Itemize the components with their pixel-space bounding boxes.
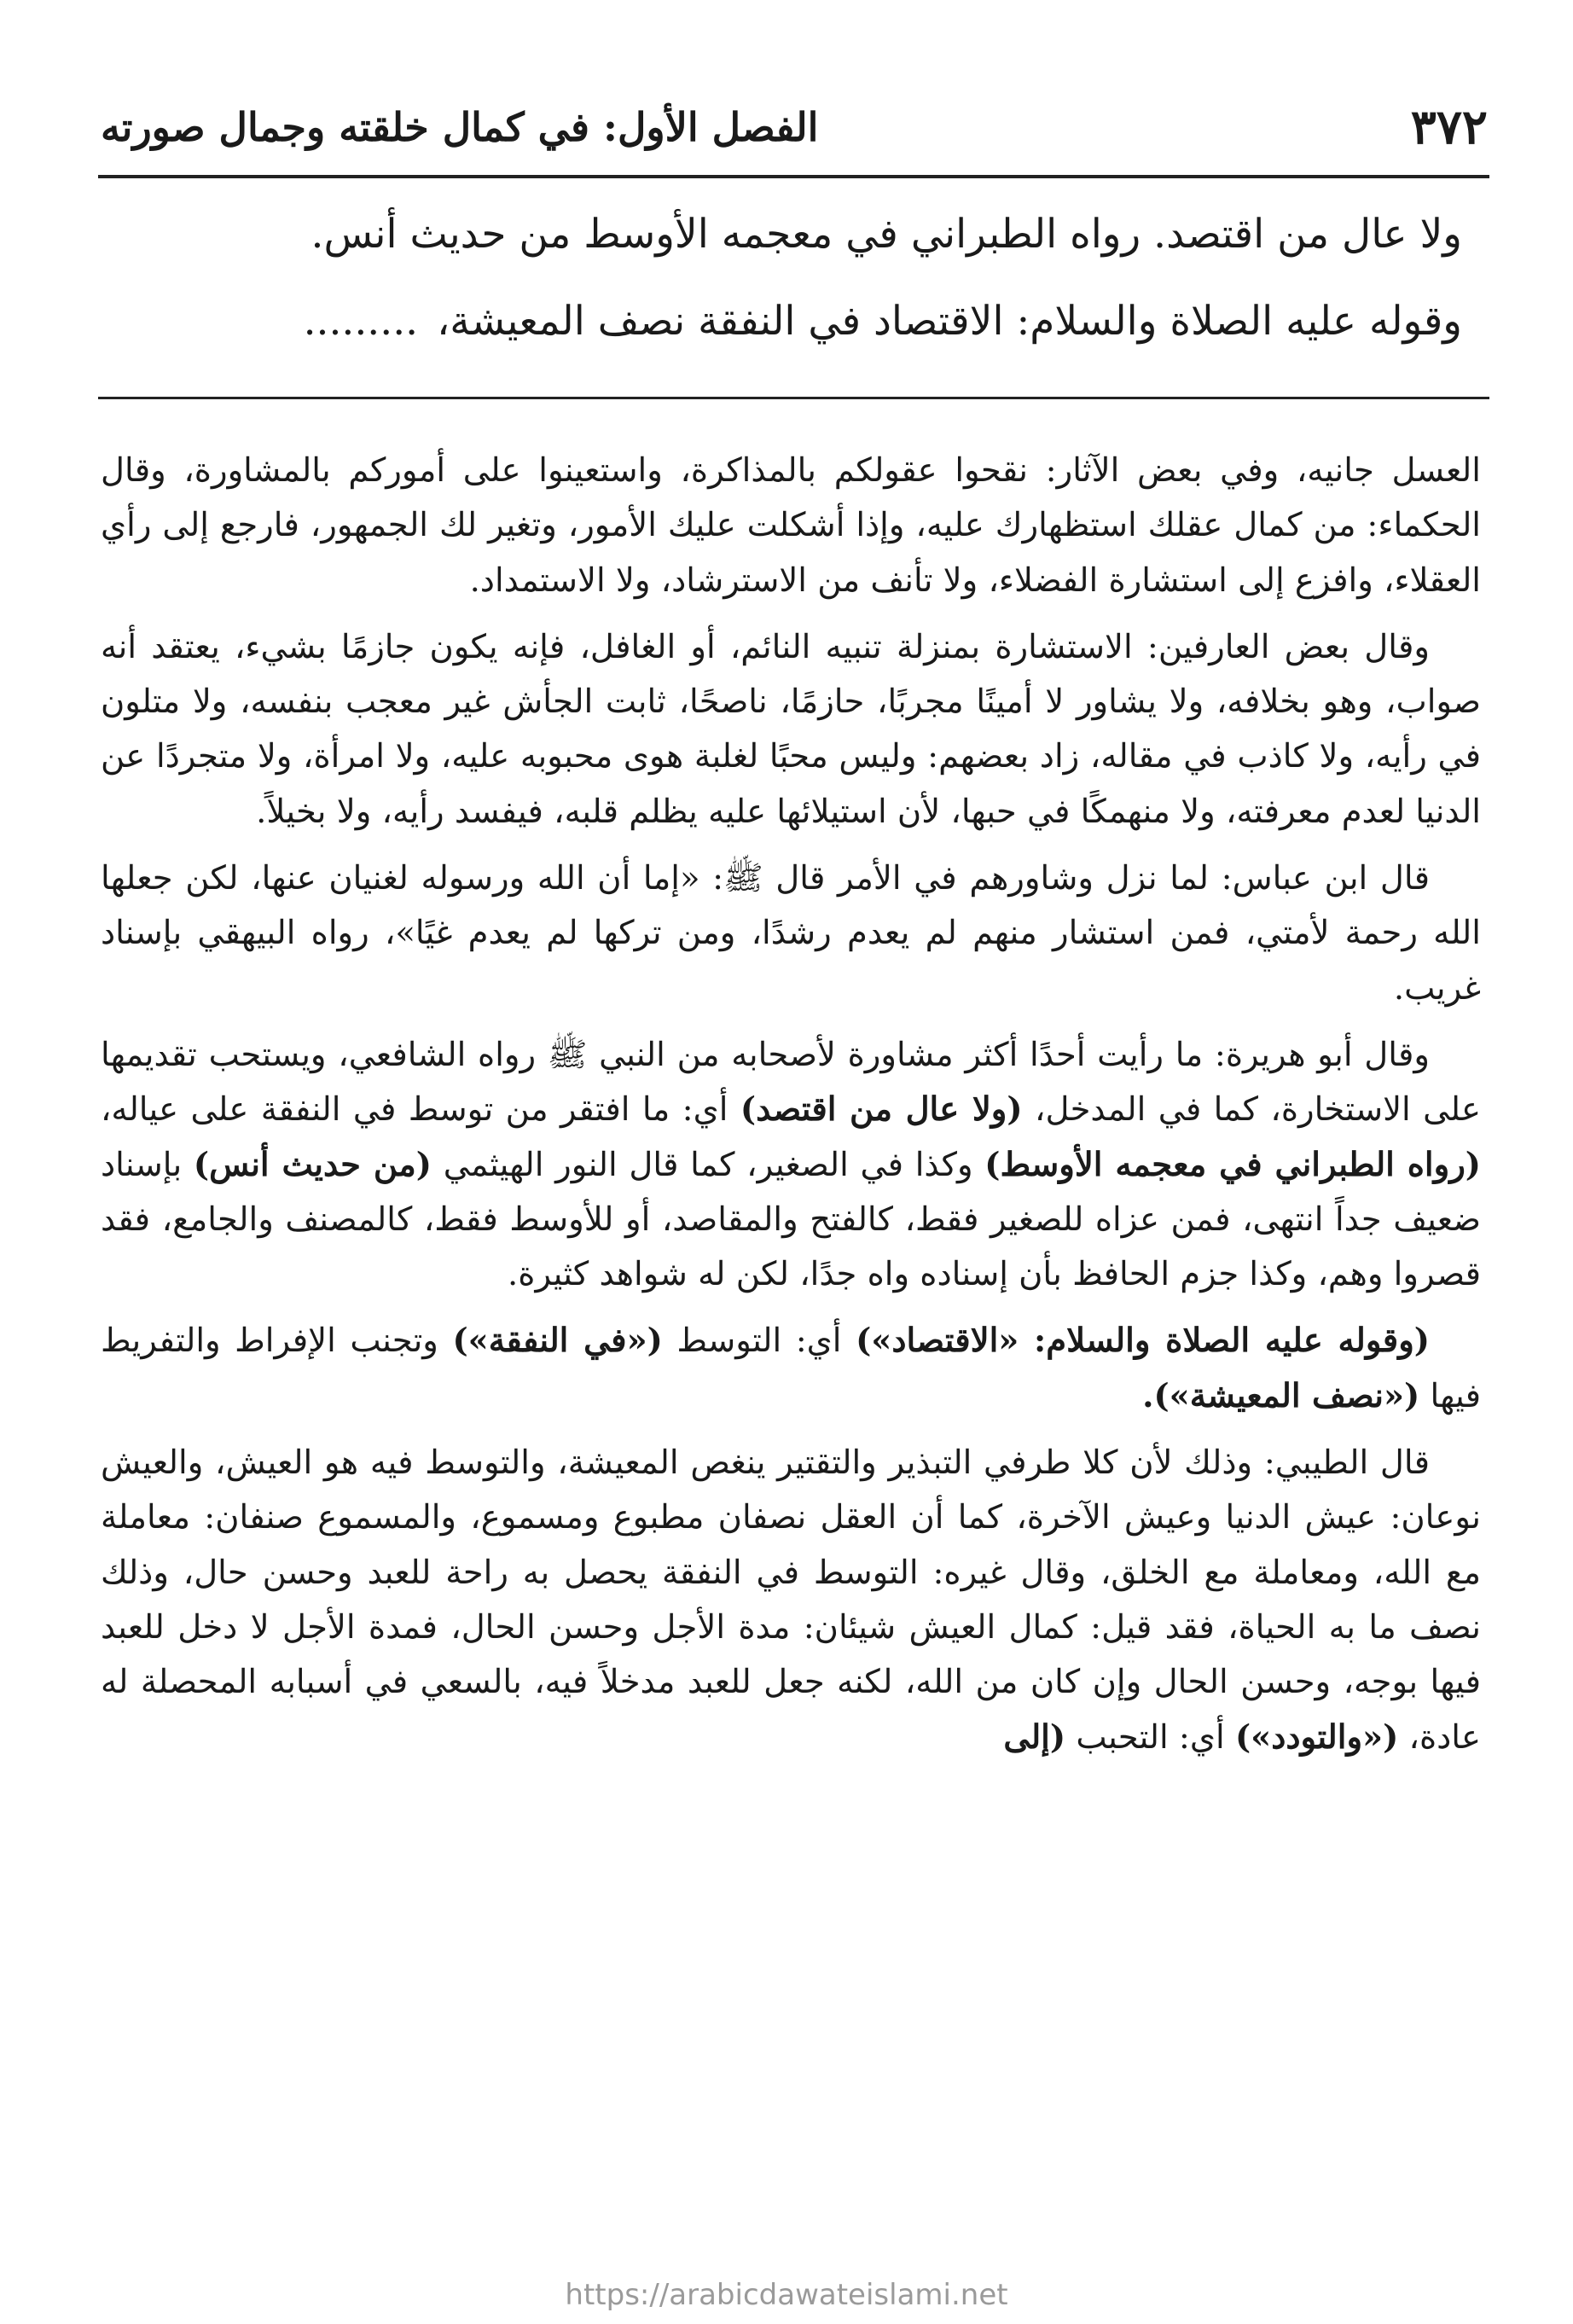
quoted-matn: (من حديث أنس) — [193, 1145, 432, 1184]
commentary-paragraph — [101, 1436, 1481, 1765]
commentary-text: بإسناد ضعيف جداً انتهى، فمن عزاه للصغير فقط، كالفتح والمقاصد، أو للأوسط فقط، كالمصنف والجامع، فقد قصروا وهم، وكذا جزم الحافظ بأن إسناده واه جدًا، لكن له شواهد كثيرة. — [101, 1145, 1481, 1294]
commentary-block — [101, 444, 1481, 1777]
commentary-paragraph: قال ابن عباس: لما نزل وشاورهم في الأمر قال ﷺ: «إما أن الله ورسوله لغنيان عنها، لكن جعلها الله رحمة لأمتي، فمن استشار منهم لم يعدم رشدًا، ومن تركها لم يعدم غيًا»، رواه البيهقي بإسناد غريب. — [101, 859, 1481, 1008]
quoted-matn: (ولا عال من اقتصد) — [740, 1090, 1023, 1130]
quoted-matn: («والتودد») — [1234, 1717, 1399, 1757]
commentary-paragraph: العسل جانيه، وفي بعض الآثار: نقحوا عقولكم بالمذاكرة، واستعينوا على أموركم بالمشاورة، وقال الحكماء: من كمال عقلك استظهارك عليه، وإذا أشكلت عليك الأمور، وتغير لك الجمهور، فارجع إلى رأي العقلاء، وافزع إلى استشارة الفضلاء، ولا تأنف من الاسترشاد، ولا الاستمداد. — [101, 451, 1481, 600]
commentary-text: قال الطيبي: وذلك لأن كلا طرفي التبذير والتقتير ينغص المعيشة، والتوسط فيه هو العيش، والعيش نوعان: عيش الدنيا وعيش الآخرة، كما أن العقل نصفان مطبوع ومسموع، والمسموع صنفان: معاملة مع الله، ومعاملة مع الخلق، وقال غيره: التوسط في النفقة يحصل به راحة للعبد وحسن حال، وذلك نصف ما به الحياة، فقد قيل: كمال العيش شيئان: مدة الأجل وحسن الحال، فمدة الأجل لا دخل للعبد فيها بوجه، وحسن الحال وإن كان من الله، لكنه جعل للعبد مدخلاً فيه، بالسعي في أسبابه المحصلة له عادة، — [101, 1444, 1481, 1757]
commentary-text: أي: ما افتقر من توسط في النفقة على عياله، — [101, 1090, 740, 1130]
site-watermark: https://arabicdawateislami.net — [565, 2278, 1008, 2312]
matn-text: وقوله عليه الصلاة والسلام: الاقتصاد في النفقة نصف المعيشة، — [437, 298, 1462, 345]
quoted-matn: (إلى — [1003, 1717, 1066, 1757]
quoted-matn: («في النفقة») — [452, 1322, 663, 1361]
commentary-text: وقال أبو هريرة: ما رأيت أحدًا أكثر مشاورة لأصحابه من النبي ﷺ رواه الشافعي، ويستحب تقديمها على الاستخارة، كما في المدخل، — [101, 1035, 1481, 1130]
commentary-text: أي: التحبب — [1065, 1717, 1235, 1757]
matn-block — [171, 203, 1462, 377]
matn-divider — [98, 397, 1489, 399]
quoted-matn: («نصف المعيشة»). — [1142, 1376, 1420, 1415]
commentary-text: أي: التوسط — [662, 1322, 856, 1361]
commentary-paragraph — [101, 1028, 1481, 1302]
commentary-paragraph — [101, 1314, 1481, 1424]
commentary-text: وكذا في الصغير، كما قال النور الهيثمي — [432, 1145, 985, 1184]
running-title: الفصل الأول: في كمال خلقته وجمال صورته — [101, 104, 819, 150]
matn-line: ولا عال من اقتصد. رواه الطبراني في معجمه الأوسط من حديث أنس. — [311, 211, 1462, 258]
matn-line — [171, 290, 1462, 353]
header-divider — [98, 175, 1489, 178]
commentary-text: وتجنب الإفراط والتفريط فيها — [101, 1322, 1481, 1415]
commentary-paragraph: وقال بعض العارفين: الاستشارة بمنزلة تنبيه النائم، أو الغافل، فإنه يكون جازمًا بشيء، يعتقد أنه صواب، وهو بخلافه، ولا يشاور لا أمينًا مجربًا، حازمًا، ناصحًا، ثابت الجأش غير معجب بنفسه، ولا متلون في رأيه، ولا كاذب في مقاله، زاد بعضهم: وليس محبًا لغلبة هوى محبوبه عليه، ولا امرأة، ولا متجردًا عن الدنيا لعدم معرفته، ولا منهمكًا في حبها، لأن استيلائها عليه يظلم قلبه، فيفسد رأيه، ولا بخيلاً. — [101, 627, 1481, 831]
ellipsis-dots: ......... — [303, 298, 419, 345]
page-number: ٣٧٢ — [1410, 99, 1488, 155]
page-header — [101, 92, 1488, 162]
quoted-matn: (رواه الطبراني في معجمه الأوسط) — [984, 1145, 1482, 1184]
quoted-matn: (وقوله عليه الصلاة والسلام: «الاقتصاد») — [856, 1322, 1430, 1361]
